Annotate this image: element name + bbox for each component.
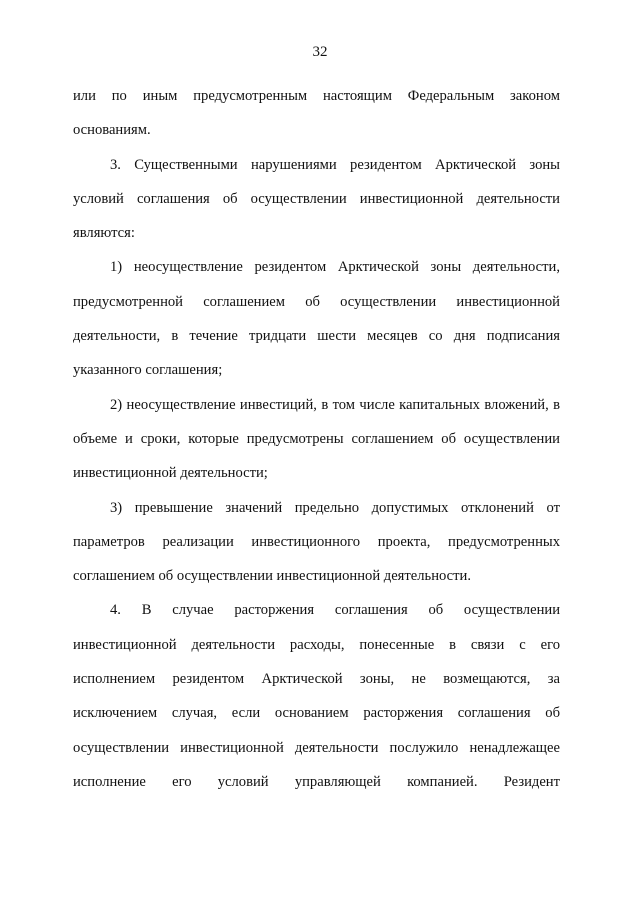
paragraph-clause-3: 3. Существенными нарушениями резидентом Арктической зоны условий соглашения об осуществлении инвестиционной деятельности являются: <box>73 156 560 242</box>
paragraph-continuation: или по иным предусмотренным настоящим Федеральным законом основаниям. <box>73 88 560 139</box>
paragraph-item-3: 3) превышение значений предельно допустимых отклонений от параметров реализации инвестиционного проекта, предусмотренных соглашением об осуществлении инвестиционной деятельности. <box>73 499 560 585</box>
paragraph-item-1: 1) неосуществление резидентом Арктической зоны деятельности, предусмотренной соглашением об осуществлении инвестиционной деятельности, в течение тридцати шести месяцев со дня подписания указанного соглашения; <box>73 259 560 379</box>
paragraph-item-2: 2) неосуществление инвестиций, в том числе капитальных вложений, в объеме и сроки, которые предусмотрены соглашением об осуществлении инвестиционной деятельности; <box>73 396 560 482</box>
paragraph-clause-4: 4. В случае расторжения соглашения об осуществлении инвестиционной деятельности расходы, понесенные в связи с его исполнением резидентом Арктической зоны, не возмещаются, за исключением случая, если основанием расторжения соглашения об осуществлении инвестиционной деятельности послужило ненадлежащее исполнение его условий управляющей компанией. Резидент <box>73 602 560 790</box>
page-number: 32 <box>312 44 328 60</box>
document-body <box>73 79 560 799</box>
